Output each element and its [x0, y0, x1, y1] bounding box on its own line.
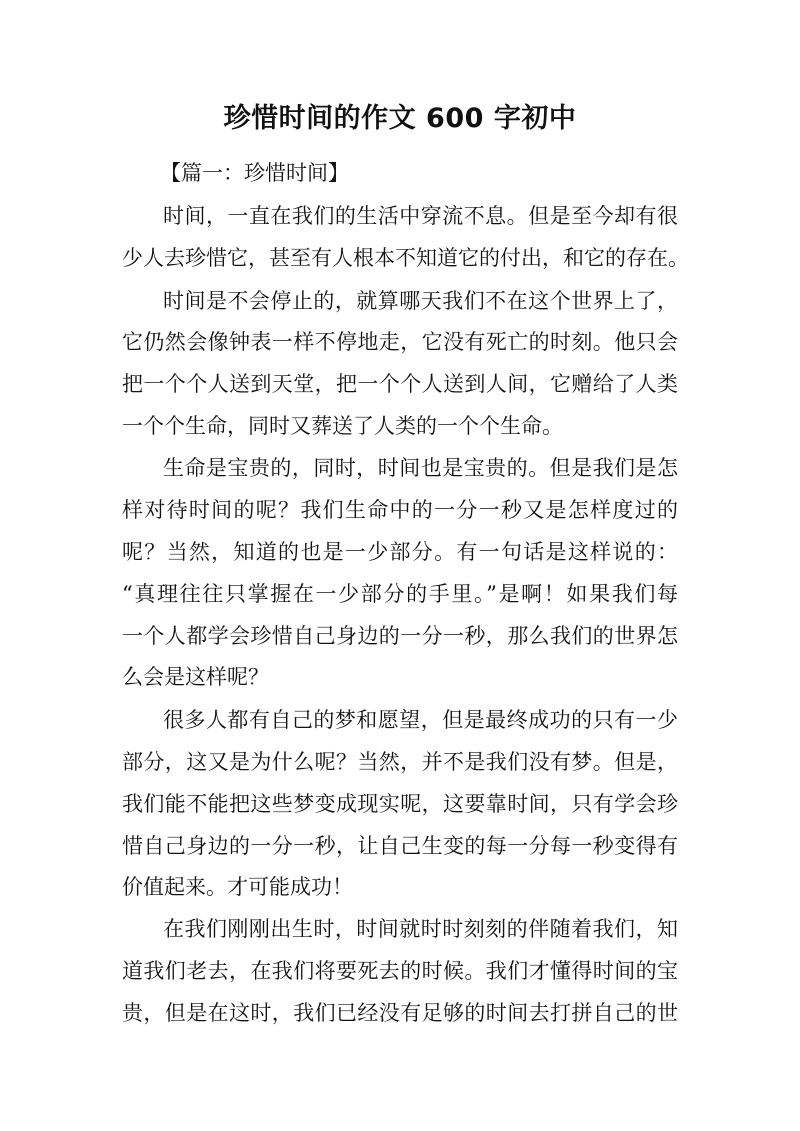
- paragraph-line: 价值起来。才可能成功！: [122, 875, 353, 899]
- paragraph-line: 样对待时间的呢？我们生命中的一分一秒又是怎样度过的: [122, 498, 678, 522]
- paragraph-line: 时间，一直在我们的生活中穿流不息。但是至今却有很: [163, 204, 678, 228]
- paragraph-line: 很多人都有自己的梦和愿望，但是最终成功的只有一少: [163, 708, 678, 732]
- paragraph-line: 呢？当然，知道的也是一少部分。有一句话是这样说的：: [122, 540, 678, 564]
- paragraph-line: 少人去珍惜它，甚至有人根本不知道它的付出，和它的存在。: [122, 246, 689, 270]
- paragraph-line: “真理往往只掌握在一少部分的手里。”是啊！如果我们每: [122, 582, 678, 606]
- paragraph-line: 么会是这样呢？: [122, 665, 269, 689]
- paragraph-line: 把一个个人送到天堂，把一个个人送到人间，它赠给了人类: [122, 372, 678, 396]
- paragraph-line: 它仍然会像钟表一样不停地走，它没有死亡的时刻。他只会: [122, 330, 678, 354]
- paragraph-line: 道我们老去，在我们将要死去的时候。我们才懂得时间的宝: [122, 959, 678, 983]
- paragraph-line: 惜自己身边的一分一秒，让自己生变的每一分每一秒变得有: [122, 834, 678, 858]
- paragraph-line: 贵，但是在这时，我们已经没有足够的时间去打拼自己的世: [122, 1001, 678, 1025]
- paragraph-line: 一个人都学会珍惜自己身边的一分一秒，那么我们的世界怎: [122, 624, 678, 648]
- paragraph-line: 生命是宝贵的，同时，时间也是宝贵的。但是我们是怎: [163, 456, 678, 480]
- paragraph-line: 一个个生命，同时又葬送了人类的一个个生命。: [122, 414, 563, 438]
- paragraph-line: 部分，这又是为什么呢？当然，并不是我们没有梦。但是，: [122, 750, 678, 774]
- section-heading: 【篇一：珍惜时间】: [160, 161, 349, 185]
- paragraph-line: 在我们刚刚出生时，时间就时时刻刻的伴随着我们，知: [163, 917, 678, 941]
- paragraph-line: 我们能不能把这些梦变成现实呢，这要靠时间，只有学会珍: [122, 792, 678, 816]
- document-title: 珍惜时间的作文 600 字初中: [223, 103, 577, 134]
- paragraph-line: 时间是不会停止的，就算哪天我们不在这个世界上了，: [163, 289, 678, 313]
